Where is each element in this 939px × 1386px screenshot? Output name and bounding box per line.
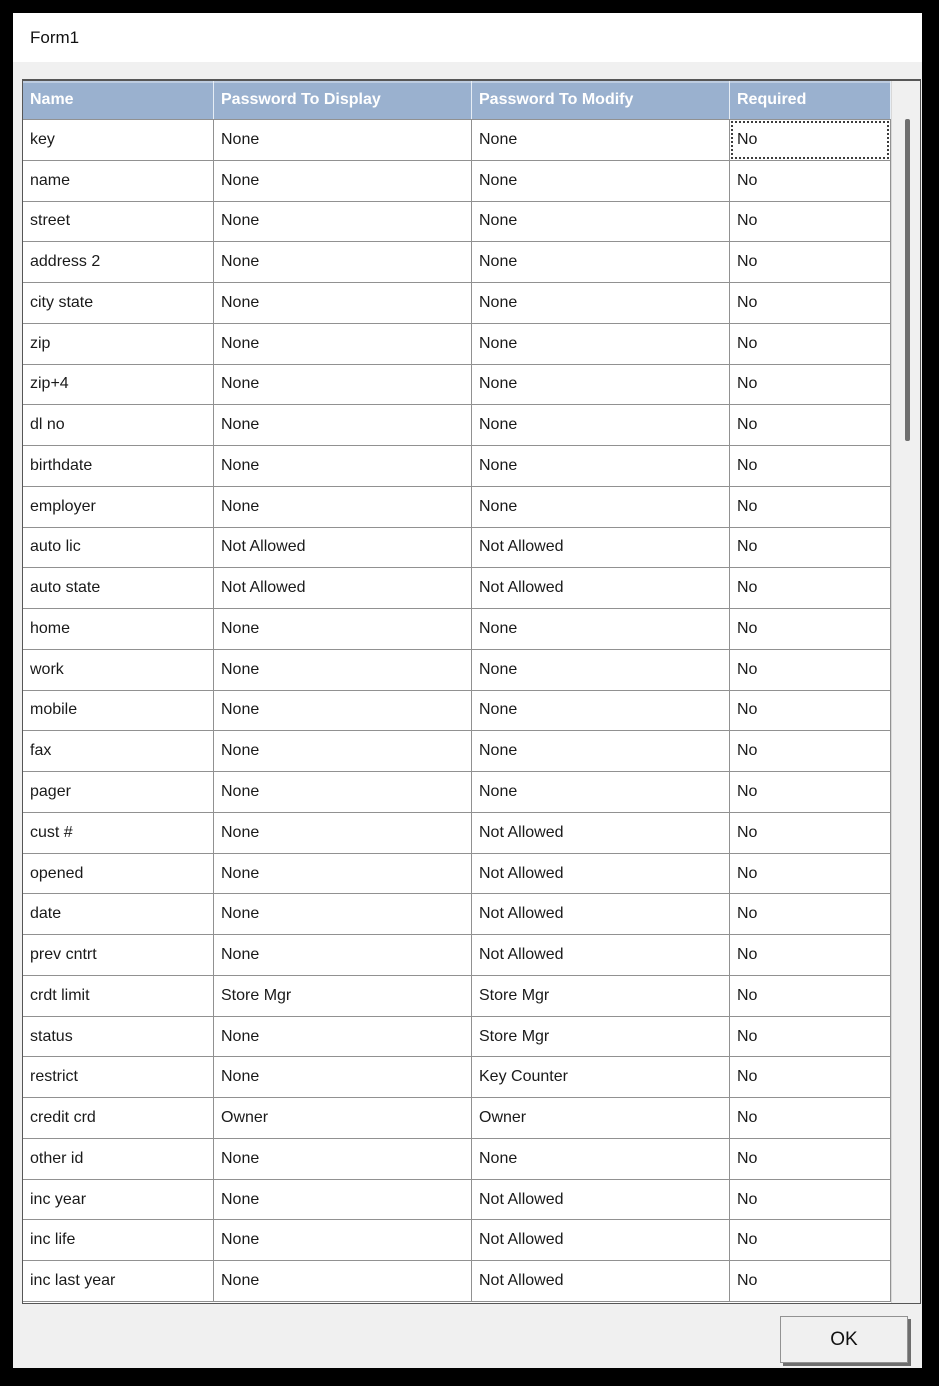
table-cell-name[interactable]: work [23,650,214,691]
table-cell-password-to-display[interactable]: None [214,609,472,650]
table-cell-password-to-display[interactable]: None [214,405,472,446]
table-cell-password-to-display[interactable]: None [214,1139,472,1180]
table-cell-password-to-display[interactable]: None [214,446,472,487]
table-cell-name[interactable]: other id [23,1139,214,1180]
table-cell-password-to-modify[interactable]: None [472,1139,730,1180]
table-cell-name[interactable]: restrict [23,1057,214,1098]
table-cell-required[interactable]: No [730,528,891,569]
table-cell-required[interactable]: No [730,731,891,772]
table-cell-required[interactable]: No [730,650,891,691]
table-cell-required[interactable]: No [730,813,891,854]
table-cell-password-to-modify[interactable]: Not Allowed [472,1261,730,1302]
table-cell-required[interactable]: No [730,365,891,406]
table-cell-name[interactable]: zip+4 [23,365,214,406]
table-cell-name[interactable]: zip [23,324,214,365]
table-cell-password-to-modify[interactable]: None [472,691,730,732]
table-cell-required[interactable]: No [730,854,891,895]
table-cell-password-to-display[interactable]: None [214,1180,472,1221]
table-cell-name[interactable]: mobile [23,691,214,732]
table-cell-password-to-display[interactable]: None [214,731,472,772]
vertical-scrollbar[interactable] [891,81,920,1303]
table-cell-required[interactable]: No [730,161,891,202]
table-cell-name[interactable]: crdt limit [23,976,214,1017]
table-cell-required[interactable]: No [730,772,891,813]
table-cell-password-to-modify[interactable]: None [472,405,730,446]
table-cell-password-to-display[interactable]: None [214,365,472,406]
table-cell-name[interactable]: auto state [23,568,214,609]
table-cell-required[interactable]: No [730,976,891,1017]
window-title: Form1 [30,27,80,47]
table-cell-password-to-modify[interactable]: Owner [472,1098,730,1139]
table-cell-required[interactable]: No [730,1098,891,1139]
table-cell-password-to-display[interactable]: None [214,935,472,976]
form-window [13,13,922,1368]
table-cell-password-to-modify[interactable]: None [472,120,730,161]
table-cell-password-to-display[interactable]: Not Allowed [214,528,472,569]
table-cell-name[interactable]: inc year [23,1180,214,1221]
table-cell-password-to-display[interactable]: None [214,283,472,324]
table-cell-name[interactable]: fax [23,731,214,772]
table-cell-password-to-modify[interactable]: Key Counter [472,1057,730,1098]
table-cell-password-to-display[interactable]: None [214,487,472,528]
table-cell-password-to-modify[interactable]: None [472,161,730,202]
table-cell-password-to-display[interactable]: None [214,1220,472,1261]
scrollbar-thumb[interactable] [905,119,910,441]
table-cell-password-to-modify[interactable]: Store Mgr [472,1017,730,1058]
table-cell-password-to-modify[interactable]: Not Allowed [472,1220,730,1261]
table-cell-required[interactable]: No [730,935,891,976]
table-cell-required[interactable]: No [730,1057,891,1098]
table-cell-password-to-display[interactable]: None [214,1057,472,1098]
table-cell-name[interactable]: employer [23,487,214,528]
table-cell-password-to-display[interactable]: None [214,242,472,283]
table-cell-password-to-modify[interactable]: None [472,772,730,813]
table-cell-required[interactable]: No [730,894,891,935]
table-cell-name[interactable]: inc last year [23,1261,214,1302]
table-cell-password-to-display[interactable]: None [214,650,472,691]
table-cell-password-to-modify[interactable]: Not Allowed [472,528,730,569]
table-cell-required[interactable]: No [730,487,891,528]
table-cell-password-to-modify[interactable]: None [472,731,730,772]
table-cell-name[interactable]: city state [23,283,214,324]
table-cell-required[interactable]: No [730,691,891,732]
table-cell-password-to-display[interactable]: Store Mgr [214,976,472,1017]
grid-header-row [23,81,891,120]
table-cell-password-to-display[interactable]: None [214,1261,472,1302]
table-body [23,120,891,1302]
table-cell-name[interactable]: dl no [23,405,214,446]
table-cell-required[interactable]: No [730,1180,891,1221]
table-cell-name[interactable]: date [23,894,214,935]
table-cell-required[interactable]: No [730,1261,891,1302]
table-cell-password-to-display[interactable]: Not Allowed [214,568,472,609]
table-cell-password-to-modify[interactable]: None [472,446,730,487]
table-cell-password-to-modify[interactable]: None [472,609,730,650]
table-cell-required[interactable]: No [730,324,891,365]
table-cell-name[interactable]: name [23,161,214,202]
table-cell-name[interactable]: inc life [23,1220,214,1261]
table-cell-required[interactable]: No [730,1220,891,1261]
table-cell-required[interactable]: No [730,202,891,243]
table-cell-password-to-modify[interactable]: None [472,487,730,528]
table-cell-required[interactable]: No [730,120,891,161]
table-cell-name[interactable]: pager [23,772,214,813]
table-cell-name[interactable]: birthdate [23,446,214,487]
table-cell-name[interactable]: prev cntrt [23,935,214,976]
table-cell-password-to-display[interactable]: None [214,854,472,895]
table-cell-password-to-display[interactable]: None [214,324,472,365]
table-cell-name[interactable]: key [23,120,214,161]
table-cell-password-to-modify[interactable]: Store Mgr [472,976,730,1017]
ok-button[interactable]: OK [780,1316,908,1363]
table-cell-password-to-modify[interactable]: None [472,365,730,406]
table-cell-required[interactable]: No [730,446,891,487]
table-cell-password-to-modify[interactable]: None [472,242,730,283]
table-cell-password-to-modify[interactable]: Not Allowed [472,935,730,976]
table-cell-required[interactable]: No [730,405,891,446]
table-cell-name[interactable]: status [23,1017,214,1058]
table-cell-password-to-display[interactable]: Owner [214,1098,472,1139]
table-cell-password-to-modify[interactable]: None [472,202,730,243]
table-cell-required[interactable]: No [730,568,891,609]
permissions-data-grid [22,79,921,1304]
table-cell-required[interactable]: No [730,1017,891,1058]
table-cell-password-to-modify[interactable]: None [472,650,730,691]
table-cell-password-to-display[interactable]: None [214,772,472,813]
table-cell-password-to-display[interactable]: None [214,894,472,935]
table-cell-required[interactable]: No [730,1139,891,1180]
table-cell-name[interactable]: home [23,609,214,650]
column-header-password-to-display[interactable]: Password To Display [214,81,472,119]
table-cell-name[interactable]: cust # [23,813,214,854]
table-cell-name[interactable]: opened [23,854,214,895]
column-header-name[interactable]: Name [23,81,214,119]
table-cell-password-to-modify[interactable]: Not Allowed [472,1180,730,1221]
table-cell-name[interactable]: address 2 [23,242,214,283]
table-cell-password-to-modify[interactable]: Not Allowed [472,813,730,854]
table-cell-password-to-modify[interactable]: None [472,324,730,365]
table-cell-password-to-modify[interactable]: None [472,283,730,324]
table-cell-password-to-display[interactable]: None [214,691,472,732]
table-cell-required[interactable]: No [730,283,891,324]
table-cell-password-to-modify[interactable]: Not Allowed [472,854,730,895]
table-cell-name[interactable]: auto lic [23,528,214,569]
table-cell-password-to-display[interactable]: None [214,202,472,243]
table-cell-password-to-display[interactable]: None [214,813,472,854]
table-cell-name[interactable]: street [23,202,214,243]
table-cell-name[interactable]: credit crd [23,1098,214,1139]
title-bar [13,13,922,62]
table-cell-password-to-display[interactable]: None [214,161,472,202]
table-cell-password-to-modify[interactable]: Not Allowed [472,568,730,609]
column-header-password-to-modify[interactable]: Password To Modify [472,81,730,119]
table-cell-password-to-modify[interactable]: Not Allowed [472,894,730,935]
table-cell-password-to-display[interactable]: None [214,1017,472,1058]
column-header-required[interactable]: Required [730,81,891,119]
grid-main [23,81,891,1303]
table-cell-required[interactable]: No [730,242,891,283]
table-cell-required[interactable]: No [730,609,891,650]
table-cell-password-to-display[interactable]: None [214,120,472,161]
